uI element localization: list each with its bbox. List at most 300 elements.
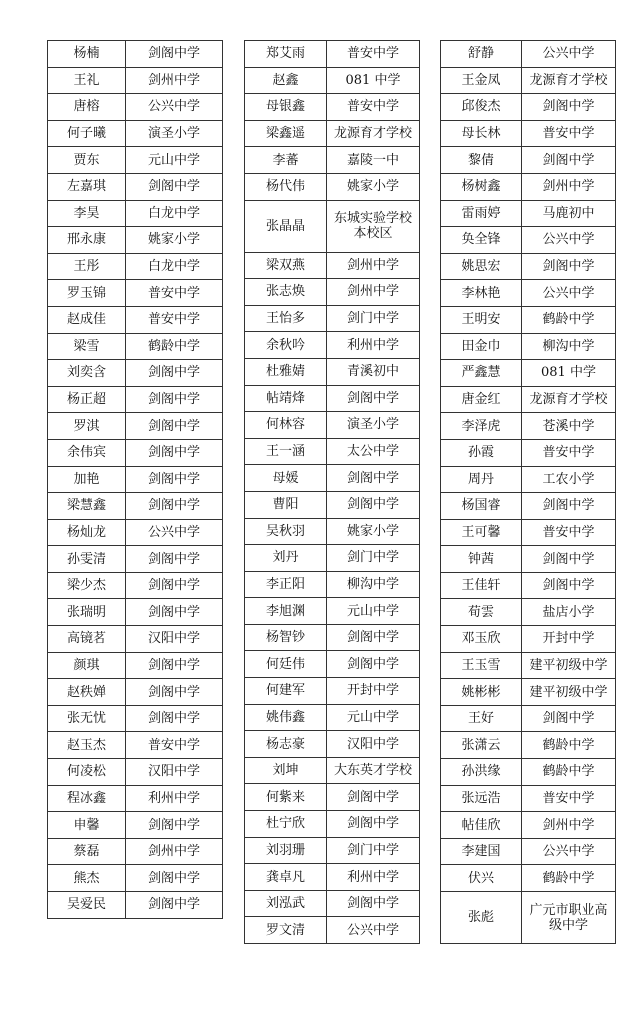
school-cell: 白龙中学 <box>126 253 223 280</box>
table-row <box>245 571 420 598</box>
student-name-cell: 王一涵 <box>245 438 327 465</box>
school-cell: 剑阁中学 <box>522 493 616 520</box>
table-row <box>48 652 223 679</box>
table-row <box>48 785 223 812</box>
table-row <box>245 385 420 412</box>
student-name-cell: 何凌松 <box>48 759 126 786</box>
student-name-cell: 母媛 <box>245 465 327 492</box>
student-name-cell: 王玉雪 <box>441 652 522 679</box>
student-name-cell: 王彤 <box>48 253 126 280</box>
table-row <box>48 280 223 307</box>
school-cell: 鹤龄中学 <box>522 865 616 892</box>
table-row <box>441 227 616 254</box>
table-row <box>48 572 223 599</box>
school-cell: 剑阁中学 <box>126 41 223 68</box>
student-name-cell: 舒静 <box>441 41 522 68</box>
student-name-cell: 高镜茗 <box>48 626 126 653</box>
table-row <box>441 386 616 413</box>
table-row <box>245 545 420 572</box>
table-row <box>441 705 616 732</box>
table-row <box>245 757 420 784</box>
student-name-cell: 程冰鑫 <box>48 785 126 812</box>
school-cell: 剑阁中学 <box>522 572 616 599</box>
school-cell: 剑阁中学 <box>126 652 223 679</box>
school-cell: 剑门中学 <box>327 545 420 572</box>
student-name-cell: 奂全锋 <box>441 227 522 254</box>
table-row <box>48 439 223 466</box>
table-row <box>441 732 616 759</box>
student-name-cell: 罗淇 <box>48 413 126 440</box>
student-name-cell: 唐金红 <box>441 386 522 413</box>
student-name-cell: 李蕃 <box>245 147 327 174</box>
table-row <box>48 546 223 573</box>
student-name-cell: 何廷伟 <box>245 651 327 678</box>
student-name-cell: 熊杰 <box>48 865 126 892</box>
student-name-cell: 荀雲 <box>441 599 522 626</box>
student-name-cell: 左嘉琪 <box>48 173 126 200</box>
student-name-cell: 何紫来 <box>245 784 327 811</box>
school-cell: 剑阁中学 <box>126 679 223 706</box>
table-row <box>48 173 223 200</box>
table-row <box>441 679 616 706</box>
student-name-cell: 刘坤 <box>245 757 327 784</box>
student-name-cell: 杨正超 <box>48 386 126 413</box>
table-row <box>48 838 223 865</box>
table-row <box>245 890 420 917</box>
roster-table-1 <box>47 40 223 919</box>
student-name-cell: 梁双燕 <box>245 252 327 279</box>
table-row <box>441 147 616 174</box>
student-name-cell: 杨智钞 <box>245 624 327 651</box>
school-cell: 公兴中学 <box>126 519 223 546</box>
student-name-cell: 加艳 <box>48 466 126 493</box>
school-cell: 剑阁中学 <box>126 892 223 919</box>
table-row <box>245 598 420 625</box>
table-row <box>48 705 223 732</box>
school-cell: 姚家小学 <box>327 173 420 200</box>
table-row <box>48 493 223 520</box>
school-cell: 普安中学 <box>522 120 616 147</box>
school-cell: 剑州中学 <box>522 173 616 200</box>
school-cell: 龙源育才学校 <box>327 120 420 147</box>
school-cell: 开封中学 <box>522 626 616 653</box>
table-row <box>245 358 420 385</box>
table-row <box>48 120 223 147</box>
student-name-cell: 钟茜 <box>441 546 522 573</box>
school-cell: 姚家小学 <box>327 518 420 545</box>
roster-table-3 <box>440 40 616 944</box>
student-name-cell: 帖靖烽 <box>245 385 327 412</box>
student-name-cell: 赵秩婵 <box>48 679 126 706</box>
school-cell: 演圣小学 <box>327 412 420 439</box>
student-name-cell: 罗文清 <box>245 917 327 944</box>
school-cell: 剑州中学 <box>522 812 616 839</box>
school-cell: 元山中学 <box>327 598 420 625</box>
school-cell: 普安中学 <box>522 439 616 466</box>
table-row <box>441 360 616 387</box>
school-cell: 利州中学 <box>327 864 420 891</box>
student-name-cell: 姚彬彬 <box>441 679 522 706</box>
student-name-cell: 梁雪 <box>48 333 126 360</box>
student-name-cell: 李建国 <box>441 838 522 865</box>
table-row <box>245 412 420 439</box>
table-row <box>441 280 616 307</box>
roster-table-body <box>48 41 223 919</box>
table-row <box>48 466 223 493</box>
school-cell: 姚家小学 <box>126 227 223 254</box>
school-cell: 剑阁中学 <box>327 385 420 412</box>
table-row <box>245 173 420 200</box>
school-cell: 元山中学 <box>327 704 420 731</box>
school-cell: 剑阁中学 <box>522 147 616 174</box>
student-name-cell: 杨树鑫 <box>441 173 522 200</box>
table-row <box>48 200 223 227</box>
school-cell: 剑阁中学 <box>126 173 223 200</box>
school-cell: 开封中学 <box>327 678 420 705</box>
school-cell: 剑阁中学 <box>126 413 223 440</box>
student-name-cell: 帖佳欣 <box>441 812 522 839</box>
student-name-cell: 余秋吟 <box>245 332 327 359</box>
student-name-cell: 张晶晶 <box>245 200 327 252</box>
student-name-cell: 曹阳 <box>245 491 327 518</box>
school-cell: 剑阁中学 <box>327 624 420 651</box>
student-name-cell: 杜宁欣 <box>245 811 327 838</box>
student-name-cell: 梁慧鑫 <box>48 493 126 520</box>
school-cell: 普安中学 <box>126 306 223 333</box>
school-cell: 剑阁中学 <box>522 253 616 280</box>
school-cell: 剑阁中学 <box>327 890 420 917</box>
table-row <box>48 360 223 387</box>
student-name-cell: 赵成佳 <box>48 306 126 333</box>
school-cell: 青溪初中 <box>327 358 420 385</box>
school-cell: 鹤龄中学 <box>522 306 616 333</box>
school-cell: 剑州中学 <box>126 67 223 94</box>
school-cell: 马鹿初中 <box>522 200 616 227</box>
student-name-cell: 刘羽珊 <box>245 837 327 864</box>
student-name-cell: 何子曦 <box>48 120 126 147</box>
student-name-cell: 张远浩 <box>441 785 522 812</box>
school-cell: 公兴中学 <box>327 917 420 944</box>
student-name-cell: 郑艾雨 <box>245 41 327 68</box>
student-name-cell: 孙霞 <box>441 439 522 466</box>
table-row <box>245 811 420 838</box>
school-cell: 剑州中学 <box>327 252 420 279</box>
school-cell: 建平初级中学 <box>522 679 616 706</box>
table-row <box>48 679 223 706</box>
table-row <box>441 599 616 626</box>
student-name-cell: 余伟宾 <box>48 439 126 466</box>
student-name-cell: 田金巾 <box>441 333 522 360</box>
school-cell: 剑州中学 <box>327 279 420 306</box>
table-row <box>48 227 223 254</box>
school-cell: 普安中学 <box>327 94 420 121</box>
table-row <box>245 147 420 174</box>
student-name-cell: 刘泓武 <box>245 890 327 917</box>
school-cell: 剑阁中学 <box>126 572 223 599</box>
table-row <box>441 892 616 944</box>
table-row <box>441 759 616 786</box>
student-name-cell: 孙雯清 <box>48 546 126 573</box>
school-cell: 龙源育才学校 <box>522 386 616 413</box>
student-name-cell: 张志焕 <box>245 279 327 306</box>
school-cell: 广元市职业高级中学 <box>522 892 616 944</box>
school-cell: 公兴中学 <box>522 838 616 865</box>
school-cell: 苍溪中学 <box>522 413 616 440</box>
school-cell: 公兴中学 <box>126 94 223 121</box>
school-cell: 公兴中学 <box>522 227 616 254</box>
table-row <box>245 67 420 94</box>
student-name-cell: 杨志豪 <box>245 731 327 758</box>
table-row <box>441 94 616 121</box>
school-cell: 081 中学 <box>327 67 420 94</box>
table-row <box>48 147 223 174</box>
school-cell: 东城实验学校本校区 <box>327 200 420 252</box>
student-name-cell: 雷雨婷 <box>441 200 522 227</box>
school-cell: 汉阳中学 <box>126 759 223 786</box>
table-row <box>245 252 420 279</box>
school-cell: 公兴中学 <box>522 41 616 68</box>
table-row <box>245 438 420 465</box>
table-row <box>245 784 420 811</box>
table-row <box>245 731 420 758</box>
school-cell: 普安中学 <box>522 519 616 546</box>
student-name-cell: 母长林 <box>441 120 522 147</box>
table-row <box>245 200 420 252</box>
table-row <box>48 41 223 68</box>
school-cell: 剑阁中学 <box>522 94 616 121</box>
student-name-cell: 邱俊杰 <box>441 94 522 121</box>
student-name-cell: 王佳轩 <box>441 572 522 599</box>
table-row <box>441 466 616 493</box>
student-name-cell: 王怡多 <box>245 305 327 332</box>
table-row <box>441 439 616 466</box>
roster-table-body <box>441 41 616 944</box>
student-name-cell: 张无忧 <box>48 705 126 732</box>
table-row <box>441 413 616 440</box>
student-name-cell: 伏兴 <box>441 865 522 892</box>
table-row <box>441 173 616 200</box>
student-name-cell: 罗玉锦 <box>48 280 126 307</box>
student-name-cell: 王好 <box>441 705 522 732</box>
school-cell: 鹤龄中学 <box>522 759 616 786</box>
table-row <box>48 732 223 759</box>
roster-table-2 <box>244 40 420 944</box>
table-row <box>245 518 420 545</box>
student-name-cell: 杨代伟 <box>245 173 327 200</box>
roster-table-body <box>245 41 420 944</box>
table-row <box>245 864 420 891</box>
student-name-cell: 贾东 <box>48 147 126 174</box>
student-name-cell: 张彪 <box>441 892 522 944</box>
table-row <box>48 67 223 94</box>
school-cell: 剑门中学 <box>327 837 420 864</box>
student-name-cell: 王金凤 <box>441 67 522 94</box>
table-row <box>48 333 223 360</box>
table-row <box>441 546 616 573</box>
student-name-cell: 刘丹 <box>245 545 327 572</box>
school-cell: 利州中学 <box>126 785 223 812</box>
student-name-cell: 黎倩 <box>441 147 522 174</box>
table-row <box>441 865 616 892</box>
student-name-cell: 李林艳 <box>441 280 522 307</box>
school-cell: 柳沟中学 <box>327 571 420 598</box>
student-name-cell: 张潇云 <box>441 732 522 759</box>
school-cell: 剑阁中学 <box>327 784 420 811</box>
school-cell: 剑阁中学 <box>126 705 223 732</box>
student-name-cell: 王明安 <box>441 306 522 333</box>
student-name-cell: 李旭渊 <box>245 598 327 625</box>
table-row <box>441 41 616 68</box>
school-cell: 剑阁中学 <box>522 546 616 573</box>
table-row <box>441 120 616 147</box>
table-row <box>48 599 223 626</box>
student-name-cell: 姚思宏 <box>441 253 522 280</box>
student-name-cell: 申馨 <box>48 812 126 839</box>
student-name-cell: 吴爱民 <box>48 892 126 919</box>
student-name-cell: 姚伟鑫 <box>245 704 327 731</box>
student-name-cell: 张瑞明 <box>48 599 126 626</box>
table-row <box>245 624 420 651</box>
student-name-cell: 蔡磊 <box>48 838 126 865</box>
school-cell: 剑阁中学 <box>126 865 223 892</box>
student-name-cell: 杨国睿 <box>441 493 522 520</box>
school-cell: 普安中学 <box>522 785 616 812</box>
table-row <box>245 651 420 678</box>
school-cell: 081 中学 <box>522 360 616 387</box>
school-cell: 汉阳中学 <box>327 731 420 758</box>
student-name-cell: 王可馨 <box>441 519 522 546</box>
school-cell: 剑阁中学 <box>126 546 223 573</box>
table-row <box>245 41 420 68</box>
student-name-cell: 杜雅婧 <box>245 358 327 385</box>
school-cell: 剑阁中学 <box>126 812 223 839</box>
student-name-cell: 周丹 <box>441 466 522 493</box>
table-row <box>441 812 616 839</box>
school-cell: 剑阁中学 <box>126 439 223 466</box>
table-row <box>441 572 616 599</box>
student-name-cell: 梁少杰 <box>48 572 126 599</box>
school-cell: 利州中学 <box>327 332 420 359</box>
table-row <box>441 67 616 94</box>
student-name-cell: 何建军 <box>245 678 327 705</box>
student-name-cell: 吴秋羽 <box>245 518 327 545</box>
student-name-cell: 王礼 <box>48 67 126 94</box>
student-name-cell: 孙洪缘 <box>441 759 522 786</box>
school-cell: 嘉陵一中 <box>327 147 420 174</box>
table-row <box>245 917 420 944</box>
table-row <box>441 493 616 520</box>
table-row <box>245 120 420 147</box>
student-name-cell: 邓玉欣 <box>441 626 522 653</box>
school-cell: 普安中学 <box>126 732 223 759</box>
table-row <box>441 333 616 360</box>
student-name-cell: 赵鑫 <box>245 67 327 94</box>
school-cell: 剑阁中学 <box>126 599 223 626</box>
table-row <box>245 94 420 121</box>
student-name-cell: 邢永康 <box>48 227 126 254</box>
table-row <box>441 626 616 653</box>
table-row <box>48 253 223 280</box>
school-cell: 演圣小学 <box>126 120 223 147</box>
student-name-cell: 李泽虎 <box>441 413 522 440</box>
school-cell: 剑阁中学 <box>126 386 223 413</box>
student-name-cell: 赵玉杰 <box>48 732 126 759</box>
table-row <box>48 892 223 919</box>
student-name-cell: 严鑫慧 <box>441 360 522 387</box>
school-cell: 剑州中学 <box>126 838 223 865</box>
table-row <box>441 838 616 865</box>
school-cell: 剑阁中学 <box>327 491 420 518</box>
school-cell: 龙源育才学校 <box>522 67 616 94</box>
student-name-cell: 唐榕 <box>48 94 126 121</box>
school-cell: 建平初级中学 <box>522 652 616 679</box>
table-row <box>48 413 223 440</box>
school-cell: 工农小学 <box>522 466 616 493</box>
table-row <box>245 279 420 306</box>
school-cell: 剑阁中学 <box>327 651 420 678</box>
table-row <box>48 865 223 892</box>
student-name-cell: 梁鑫遥 <box>245 120 327 147</box>
table-row <box>48 306 223 333</box>
school-cell: 剑阁中学 <box>126 466 223 493</box>
school-cell: 剑阁中学 <box>522 705 616 732</box>
table-row <box>48 812 223 839</box>
table-row <box>441 652 616 679</box>
school-cell: 剑门中学 <box>327 305 420 332</box>
school-cell: 普安中学 <box>327 41 420 68</box>
school-cell: 白龙中学 <box>126 200 223 227</box>
student-name-cell: 李昊 <box>48 200 126 227</box>
school-cell: 大东英才学校 <box>327 757 420 784</box>
table-row <box>48 519 223 546</box>
student-name-cell: 李正阳 <box>245 571 327 598</box>
school-cell: 汉阳中学 <box>126 626 223 653</box>
school-cell: 剑阁中学 <box>327 465 420 492</box>
school-cell: 公兴中学 <box>522 280 616 307</box>
table-row <box>441 519 616 546</box>
school-cell: 剑阁中学 <box>126 360 223 387</box>
table-row <box>48 759 223 786</box>
student-name-cell: 何林容 <box>245 412 327 439</box>
school-cell: 鹤龄中学 <box>522 732 616 759</box>
school-cell: 鹤龄中学 <box>126 333 223 360</box>
school-cell: 盐店小学 <box>522 599 616 626</box>
student-name-cell: 刘奕含 <box>48 360 126 387</box>
table-row <box>245 332 420 359</box>
table-row <box>245 678 420 705</box>
student-name-cell: 颜琪 <box>48 652 126 679</box>
table-row <box>48 626 223 653</box>
school-cell: 剑阁中学 <box>126 493 223 520</box>
table-row <box>48 94 223 121</box>
table-row <box>245 465 420 492</box>
table-row <box>441 200 616 227</box>
student-name-cell: 杨灿龙 <box>48 519 126 546</box>
student-name-cell: 杨楠 <box>48 41 126 68</box>
table-row <box>441 306 616 333</box>
table-row <box>48 386 223 413</box>
school-cell: 柳沟中学 <box>522 333 616 360</box>
student-name-cell: 母银鑫 <box>245 94 327 121</box>
student-name-cell: 龚卓凡 <box>245 864 327 891</box>
table-row <box>441 785 616 812</box>
table-row <box>245 837 420 864</box>
table-row <box>245 704 420 731</box>
table-row <box>441 253 616 280</box>
table-row <box>245 305 420 332</box>
school-cell: 普安中学 <box>126 280 223 307</box>
school-cell: 剑阁中学 <box>327 811 420 838</box>
